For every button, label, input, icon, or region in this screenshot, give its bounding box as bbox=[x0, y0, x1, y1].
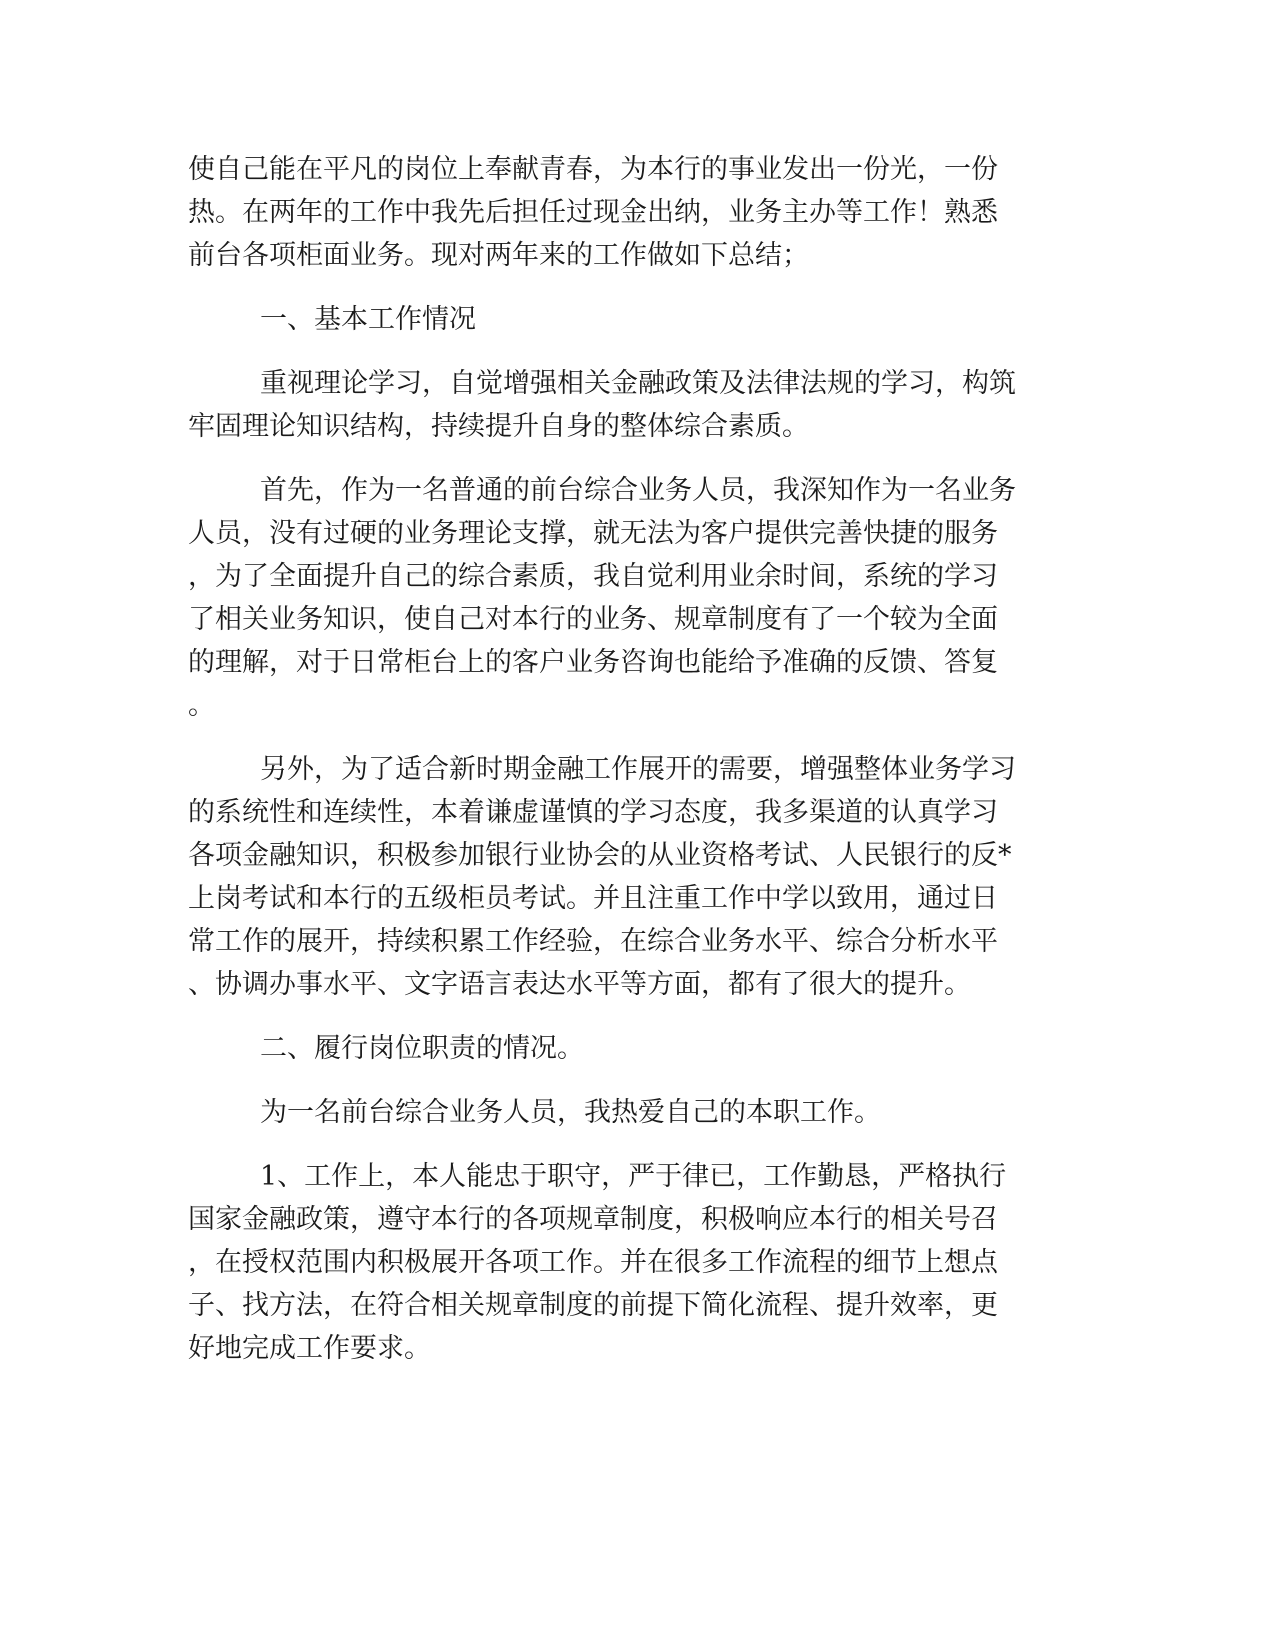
paragraph bbox=[188, 1155, 1078, 1370]
text-line: 人员，没有过硬的业务理论支撑，就无法为客户提供完善快捷的服务 bbox=[188, 518, 998, 549]
text-line: 、协调办事水平、文字语言表达水平等方面，都有了很大的提升。 bbox=[188, 969, 971, 1000]
text-line: 为一名前台综合业务人员，我热爱自己的本职工作。 bbox=[260, 1097, 881, 1128]
text-line: 首先，作为一名普通的前台综合业务人员，我深知作为一名业务 bbox=[260, 475, 1016, 506]
paragraph bbox=[188, 1091, 1078, 1134]
text-line: 牢固理论知识结构，持续提升自身的整体综合素质。 bbox=[188, 411, 809, 442]
document-body bbox=[188, 148, 1078, 1391]
paragraph bbox=[188, 1027, 1078, 1070]
text-line: 二、履行岗位职责的情况。 bbox=[260, 1033, 584, 1064]
text-line: 了相关业务知识，使自己对本行的业务、规章制度有了一个较为全面 bbox=[188, 604, 998, 635]
text-line: 一、基本工作情况 bbox=[260, 304, 476, 335]
text-line: 的理解，对于日常柜台上的客户业务咨询也能给予准确的反馈、答复 bbox=[188, 647, 998, 678]
text-line: 上岗考试和本行的五级柜员考试。并且注重工作中学以致用，通过日 bbox=[188, 883, 998, 914]
text-line: 好地完成工作要求。 bbox=[188, 1333, 431, 1364]
text-line: 国家金融政策，遵守本行的各项规章制度，积极响应本行的相关号召 bbox=[188, 1204, 998, 1235]
text-line: 使自己能在平凡的岗位上奉献青春，为本行的事业发出一份光，一份 bbox=[188, 154, 998, 185]
paragraph bbox=[188, 469, 1078, 727]
paragraph bbox=[188, 362, 1078, 448]
text-line: ，为了全面提升自己的综合素质，我自觉利用业余时间，系统的学习 bbox=[188, 561, 998, 592]
text-line: 各项金融知识，积极参加银行业协会的从业资格考试、人民银行的反* bbox=[188, 840, 1012, 871]
text-line: 常工作的展开，持续积累工作经验，在综合业务水平、综合分析水平 bbox=[188, 926, 998, 957]
paragraph bbox=[188, 148, 1078, 277]
text-line: 另外，为了适合新时期金融工作展开的需要，增强整体业务学习 bbox=[260, 754, 1016, 785]
text-line: 1、工作上，本人能忠于职守，严于律已，工作勤恳，严格执行 bbox=[260, 1161, 1007, 1192]
text-line: 的系统性和连续性，本着谦虚谨慎的学习态度，我多渠道的认真学习 bbox=[188, 797, 998, 828]
paragraph bbox=[188, 748, 1078, 1006]
text-line: 子、找方法，在符合相关规章制度的前提下简化流程、提升效率，更 bbox=[188, 1290, 998, 1321]
text-line: 热。在两年的工作中我先后担任过现金出纳，业务主办等工作！熟悉 bbox=[188, 197, 998, 228]
text-line: 重视理论学习，自觉增强相关金融政策及法律法规的学习，构筑 bbox=[260, 368, 1016, 399]
text-line: ，在授权范围内积极展开各项工作。并在很多工作流程的细节上想点 bbox=[188, 1247, 998, 1278]
paragraph bbox=[188, 298, 1078, 341]
text-line: 。 bbox=[188, 690, 215, 721]
text-line: 前台各项柜面业务。现对两年来的工作做如下总结； bbox=[188, 240, 809, 271]
